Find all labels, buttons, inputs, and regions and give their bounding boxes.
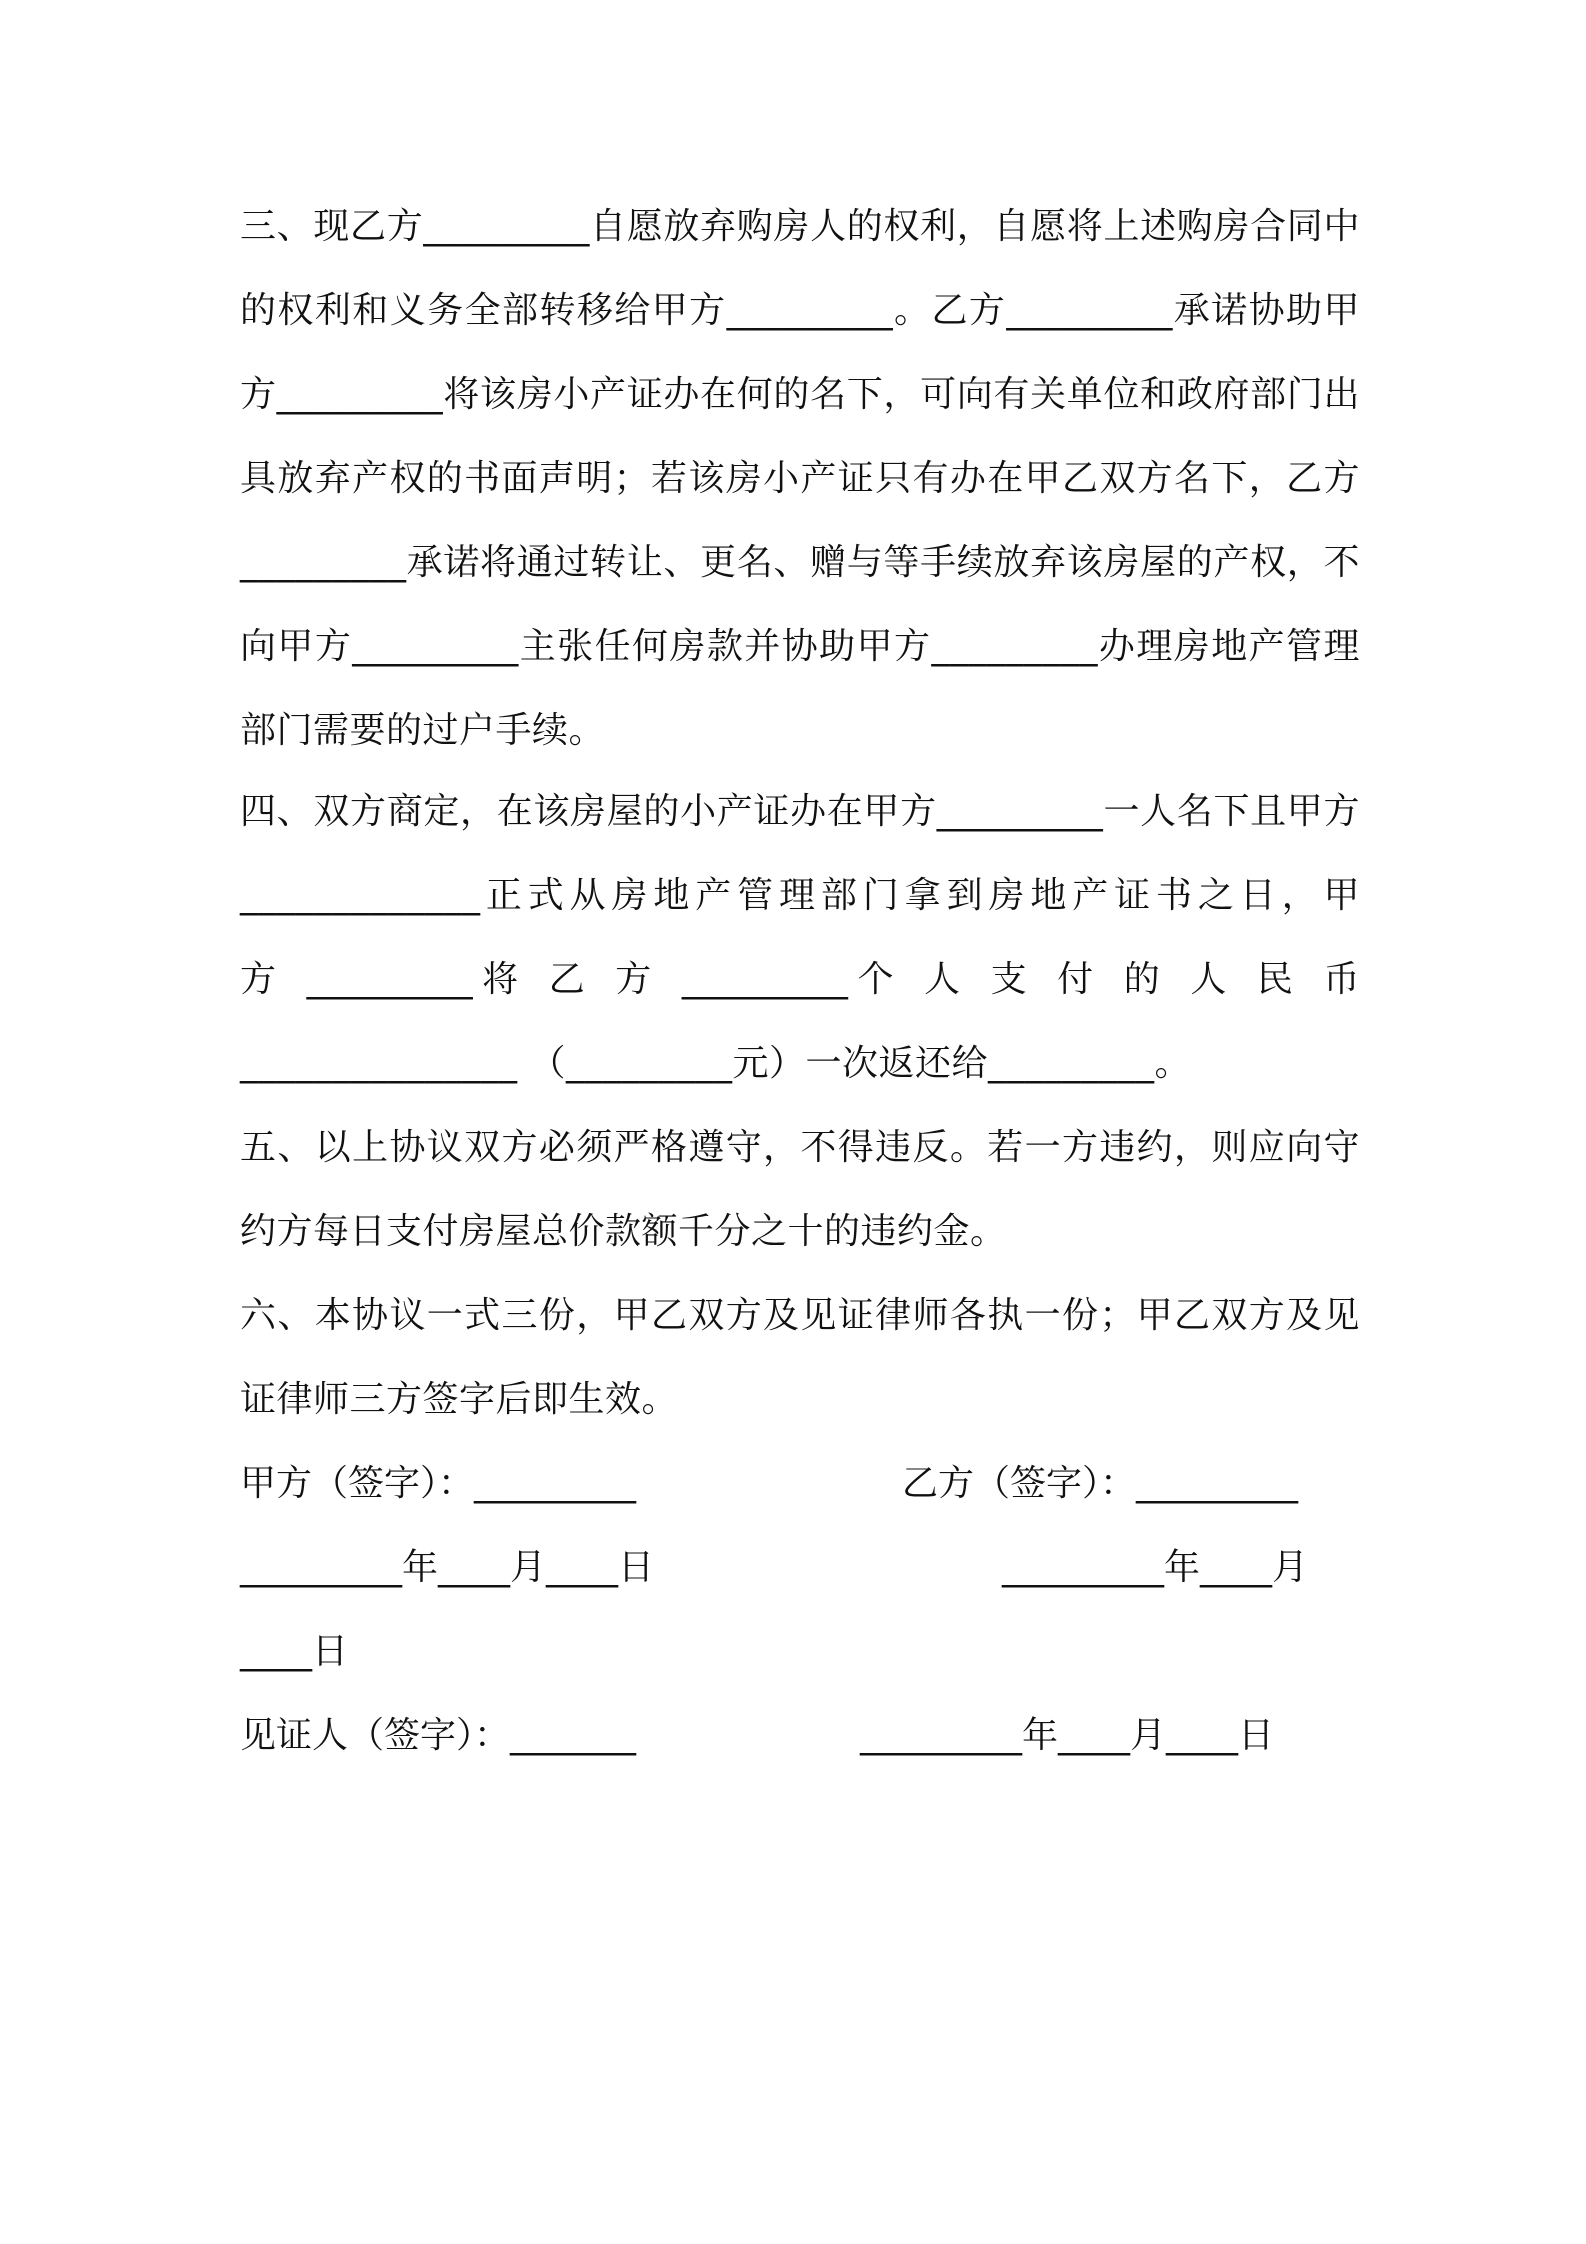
clause-four-part1: 四、双方商定，在该房屋的小产证办在甲方_________一人名下且甲方_____________正式从房地产管理部门拿到房地产证书之日，甲 bbox=[240, 791, 1360, 916]
clause-three: 三、现乙方_________自愿放弃购房人的权利，自愿将上述购房合同中的权利和义务全部转移给甲方_________。乙方_________承诺协助甲方_________将该房小产证办在何的名下，可向有关单位和政府部门出具放弃产权的书面声明；若该房小产证只有办在甲乙双方名下，乙方_________承诺将通过转让、更名、赠与等手续放弃该房屋的产权，不向甲方_________主张任何房款并协助甲方_________办理房地产管理部门需要的过户手续。 bbox=[240, 206, 1360, 751]
party-b-date-line1: _________年____月 bbox=[1002, 1547, 1308, 1588]
witness-date: _________年____月____日 bbox=[860, 1715, 1274, 1756]
party-a-signature: 甲方（签字）：_________ bbox=[240, 1463, 637, 1504]
party-b-date-line2: ____日 bbox=[240, 1631, 349, 1672]
clause-four-part2: 方 _________将 乙 方 _________个 人 支 付 的 人 民 币 bbox=[240, 959, 1360, 1000]
clause-four-part3: _______________ （_________元）一次返还给_________。 bbox=[240, 1043, 1191, 1084]
witness-signature: 见证人（签字）：_______ bbox=[240, 1715, 637, 1756]
clause-five: 五、以上协议双方必须严格遵守，不得违反。若一方违约，则应向守约方每日支付房屋总价款额千分之十的违约金。 bbox=[240, 1127, 1360, 1252]
party-b-signature: 乙方（签字）：_________ bbox=[902, 1463, 1299, 1504]
party-a-date: _________年____月____日 bbox=[240, 1547, 654, 1588]
clause-six: 六、本协议一式三份，甲乙双方及见证律师各执一份；甲乙双方及见证律师三方签字后即生效。 bbox=[240, 1295, 1360, 1420]
